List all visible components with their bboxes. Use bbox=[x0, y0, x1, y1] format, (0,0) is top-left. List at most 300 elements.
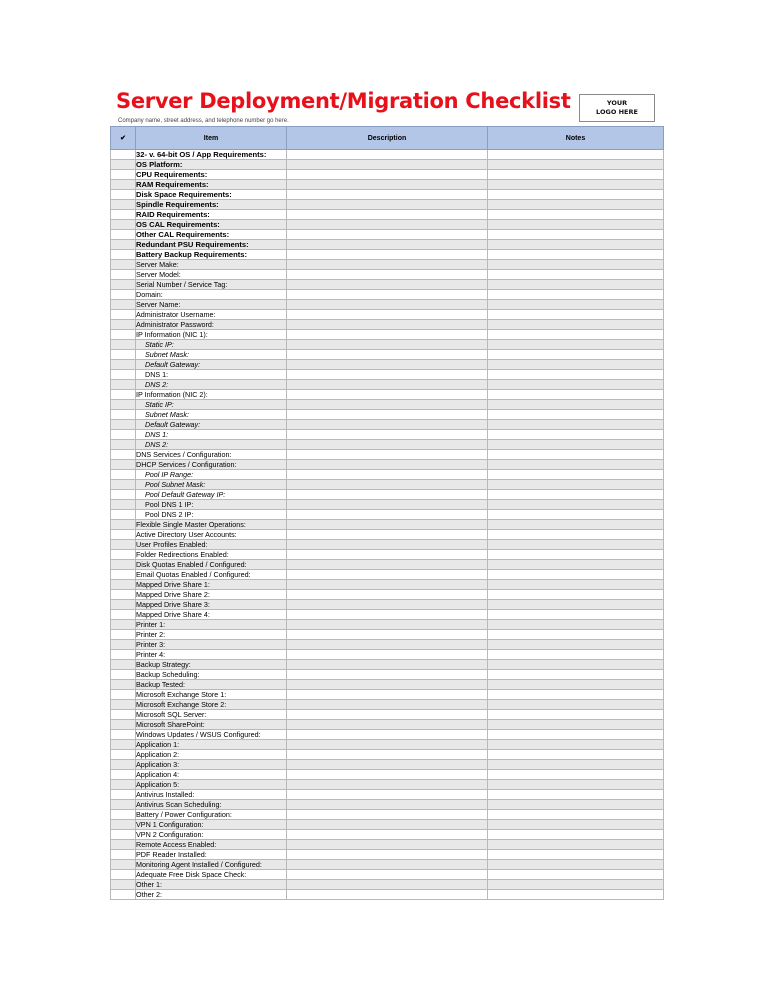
notes-cell[interactable] bbox=[488, 350, 664, 360]
item-column-header: Item bbox=[136, 127, 287, 150]
description-cell[interactable] bbox=[287, 870, 488, 880]
notes-cell[interactable] bbox=[488, 160, 664, 170]
description-cell[interactable] bbox=[287, 370, 488, 380]
notes-cell[interactable] bbox=[488, 310, 664, 320]
check-cell[interactable] bbox=[111, 650, 136, 660]
notes-cell[interactable] bbox=[488, 530, 664, 540]
check-cell[interactable] bbox=[111, 200, 136, 210]
description-cell[interactable] bbox=[287, 290, 488, 300]
check-cell[interactable] bbox=[111, 640, 136, 650]
description-cell[interactable] bbox=[287, 490, 488, 500]
description-cell[interactable] bbox=[287, 470, 488, 480]
table-row bbox=[111, 500, 664, 510]
description-cell[interactable] bbox=[287, 180, 488, 190]
check-cell[interactable] bbox=[111, 440, 136, 450]
notes-cell[interactable] bbox=[488, 770, 664, 780]
check-cell[interactable] bbox=[111, 820, 136, 830]
item-cell: Email Quotas Enabled / Configured: bbox=[136, 570, 287, 580]
check-cell[interactable] bbox=[111, 450, 136, 460]
check-cell[interactable] bbox=[111, 800, 136, 810]
notes-cell[interactable] bbox=[488, 830, 664, 840]
check-cell[interactable] bbox=[111, 410, 136, 420]
item-cell: Backup Tested: bbox=[136, 680, 287, 690]
check-cell[interactable] bbox=[111, 470, 136, 480]
notes-cell[interactable] bbox=[488, 660, 664, 670]
description-cell[interactable] bbox=[287, 720, 488, 730]
item-cell: OS CAL Requirements: bbox=[136, 220, 287, 230]
item-cell: Microsoft SharePoint: bbox=[136, 720, 287, 730]
table-row bbox=[111, 520, 664, 530]
table-row bbox=[111, 770, 664, 780]
item-cell: Folder Redirections Enabled: bbox=[136, 550, 287, 560]
notes-cell[interactable] bbox=[488, 390, 664, 400]
item-cell: Pool DNS 1 IP: bbox=[136, 500, 287, 510]
description-cell[interactable] bbox=[287, 330, 488, 340]
description-cell[interactable] bbox=[287, 160, 488, 170]
item-cell: Application 1: bbox=[136, 740, 287, 750]
table-row bbox=[111, 380, 664, 390]
check-cell[interactable] bbox=[111, 490, 136, 500]
table-row bbox=[111, 340, 664, 350]
check-cell[interactable] bbox=[111, 370, 136, 380]
description-cell[interactable] bbox=[287, 550, 488, 560]
item-cell: Printer 2: bbox=[136, 630, 287, 640]
description-cell[interactable] bbox=[287, 660, 488, 670]
notes-cell[interactable] bbox=[488, 300, 664, 310]
check-cell[interactable] bbox=[111, 520, 136, 530]
notes-cell[interactable] bbox=[488, 860, 664, 870]
check-cell[interactable] bbox=[111, 870, 136, 880]
description-cell[interactable] bbox=[287, 640, 488, 650]
table-row bbox=[111, 800, 664, 810]
notes-cell[interactable] bbox=[488, 510, 664, 520]
item-cell: DNS 1: bbox=[136, 370, 287, 380]
description-cell[interactable] bbox=[287, 820, 488, 830]
item-cell: Static IP: bbox=[136, 340, 287, 350]
description-cell[interactable] bbox=[287, 250, 488, 260]
notes-cell[interactable] bbox=[488, 840, 664, 850]
check-cell[interactable] bbox=[111, 560, 136, 570]
check-cell[interactable] bbox=[111, 300, 136, 310]
notes-cell[interactable] bbox=[488, 240, 664, 250]
table-row bbox=[111, 490, 664, 500]
description-cell[interactable] bbox=[287, 420, 488, 430]
notes-cell[interactable] bbox=[488, 720, 664, 730]
check-cell[interactable] bbox=[111, 480, 136, 490]
description-cell[interactable] bbox=[287, 740, 488, 750]
check-cell[interactable] bbox=[111, 750, 136, 760]
description-cell[interactable] bbox=[287, 390, 488, 400]
check-cell[interactable] bbox=[111, 330, 136, 340]
notes-cell[interactable] bbox=[488, 890, 664, 900]
description-cell[interactable] bbox=[287, 380, 488, 390]
check-cell[interactable] bbox=[111, 770, 136, 780]
description-cell[interactable] bbox=[287, 410, 488, 420]
table-row bbox=[111, 260, 664, 270]
notes-cell[interactable] bbox=[488, 820, 664, 830]
description-cell[interactable] bbox=[287, 230, 488, 240]
check-cell[interactable] bbox=[111, 290, 136, 300]
check-cell[interactable] bbox=[111, 660, 136, 670]
description-cell[interactable] bbox=[287, 340, 488, 350]
table-row bbox=[111, 790, 664, 800]
notes-cell[interactable] bbox=[488, 410, 664, 420]
check-cell[interactable] bbox=[111, 230, 136, 240]
description-cell[interactable] bbox=[287, 780, 488, 790]
item-cell: Microsoft Exchange Store 2: bbox=[136, 700, 287, 710]
header-row bbox=[111, 127, 664, 150]
check-cell[interactable] bbox=[111, 310, 136, 320]
check-cell[interactable] bbox=[111, 840, 136, 850]
description-cell[interactable] bbox=[287, 790, 488, 800]
check-cell[interactable] bbox=[111, 670, 136, 680]
item-cell: OS Platform: bbox=[136, 160, 287, 170]
check-cell[interactable] bbox=[111, 220, 136, 230]
notes-cell[interactable] bbox=[488, 800, 664, 810]
check-cell[interactable] bbox=[111, 250, 136, 260]
notes-cell[interactable] bbox=[488, 500, 664, 510]
check-cell[interactable] bbox=[111, 550, 136, 560]
notes-cell[interactable] bbox=[488, 550, 664, 560]
description-cell[interactable] bbox=[287, 190, 488, 200]
item-cell: Other 2: bbox=[136, 890, 287, 900]
table-row bbox=[111, 440, 664, 450]
notes-cell[interactable] bbox=[488, 320, 664, 330]
notes-cell[interactable] bbox=[488, 380, 664, 390]
table-row bbox=[111, 370, 664, 380]
description-cell[interactable] bbox=[287, 450, 488, 460]
notes-cell[interactable] bbox=[488, 610, 664, 620]
check-cell[interactable] bbox=[111, 860, 136, 870]
item-cell: Server Make: bbox=[136, 260, 287, 270]
description-cell[interactable] bbox=[287, 200, 488, 210]
table-row bbox=[111, 270, 664, 280]
notes-cell[interactable] bbox=[488, 440, 664, 450]
check-cell[interactable] bbox=[111, 700, 136, 710]
table-row bbox=[111, 400, 664, 410]
description-cell[interactable] bbox=[287, 500, 488, 510]
description-cell[interactable] bbox=[287, 590, 488, 600]
check-cell[interactable] bbox=[111, 630, 136, 640]
check-cell[interactable] bbox=[111, 170, 136, 180]
table-row bbox=[111, 470, 664, 480]
notes-cell[interactable] bbox=[488, 870, 664, 880]
item-cell: Pool Default Gateway IP: bbox=[136, 490, 287, 500]
notes-cell[interactable] bbox=[488, 430, 664, 440]
notes-cell[interactable] bbox=[488, 370, 664, 380]
check-cell[interactable] bbox=[111, 570, 136, 580]
notes-cell[interactable] bbox=[488, 740, 664, 750]
table-row bbox=[111, 360, 664, 370]
table-row bbox=[111, 580, 664, 590]
description-cell[interactable] bbox=[287, 830, 488, 840]
check-cell[interactable] bbox=[111, 730, 136, 740]
notes-cell[interactable] bbox=[488, 880, 664, 890]
notes-cell[interactable] bbox=[488, 420, 664, 430]
item-cell: Application 5: bbox=[136, 780, 287, 790]
notes-cell[interactable] bbox=[488, 470, 664, 480]
description-cell[interactable] bbox=[287, 580, 488, 590]
notes-cell[interactable] bbox=[488, 200, 664, 210]
description-cell[interactable] bbox=[287, 560, 488, 570]
description-cell[interactable] bbox=[287, 710, 488, 720]
notes-cell[interactable] bbox=[488, 750, 664, 760]
description-cell[interactable] bbox=[287, 310, 488, 320]
description-cell[interactable] bbox=[287, 680, 488, 690]
item-cell: Mapped Drive Share 3: bbox=[136, 600, 287, 610]
notes-cell[interactable] bbox=[488, 460, 664, 470]
check-cell[interactable] bbox=[111, 850, 136, 860]
table-row bbox=[111, 410, 664, 420]
description-cell[interactable] bbox=[287, 600, 488, 610]
check-cell[interactable] bbox=[111, 320, 136, 330]
description-cell[interactable] bbox=[287, 280, 488, 290]
item-cell: RAID Requirements: bbox=[136, 210, 287, 220]
item-cell: Pool DNS 2 IP: bbox=[136, 510, 287, 520]
notes-cell[interactable] bbox=[488, 190, 664, 200]
check-cell[interactable] bbox=[111, 880, 136, 890]
check-cell[interactable] bbox=[111, 680, 136, 690]
check-cell[interactable] bbox=[111, 360, 136, 370]
description-cell[interactable] bbox=[287, 430, 488, 440]
table-row bbox=[111, 780, 664, 790]
description-cell[interactable] bbox=[287, 570, 488, 580]
description-cell[interactable] bbox=[287, 300, 488, 310]
description-cell[interactable] bbox=[287, 350, 488, 360]
item-cell: Pool Subnet Mask: bbox=[136, 480, 287, 490]
notes-cell[interactable] bbox=[488, 360, 664, 370]
description-cell[interactable] bbox=[287, 760, 488, 770]
check-cell[interactable] bbox=[111, 350, 136, 360]
check-cell[interactable] bbox=[111, 620, 136, 630]
item-cell: Monitoring Agent Installed / Configured: bbox=[136, 860, 287, 870]
table-row bbox=[111, 330, 664, 340]
description-cell[interactable] bbox=[287, 260, 488, 270]
notes-cell[interactable] bbox=[488, 650, 664, 660]
notes-cell[interactable] bbox=[488, 210, 664, 220]
description-cell[interactable] bbox=[287, 460, 488, 470]
notes-cell[interactable] bbox=[488, 280, 664, 290]
item-cell: CPU Requirements: bbox=[136, 170, 287, 180]
description-cell[interactable] bbox=[287, 320, 488, 330]
description-cell[interactable] bbox=[287, 860, 488, 870]
check-cell[interactable] bbox=[111, 260, 136, 270]
logo-text-line-2: LOGO HERE bbox=[596, 108, 638, 116]
description-cell[interactable] bbox=[287, 440, 488, 450]
notes-cell[interactable] bbox=[488, 540, 664, 550]
description-cell[interactable] bbox=[287, 220, 488, 230]
description-cell[interactable] bbox=[287, 700, 488, 710]
description-cell[interactable] bbox=[287, 800, 488, 810]
table-row bbox=[111, 300, 664, 310]
description-cell[interactable] bbox=[287, 170, 488, 180]
notes-cell[interactable] bbox=[488, 700, 664, 710]
description-cell[interactable] bbox=[287, 210, 488, 220]
notes-cell[interactable] bbox=[488, 520, 664, 530]
notes-cell[interactable] bbox=[488, 780, 664, 790]
description-cell[interactable] bbox=[287, 670, 488, 680]
item-cell: DHCP Services / Configuration: bbox=[136, 460, 287, 470]
notes-cell[interactable] bbox=[488, 790, 664, 800]
check-cell[interactable] bbox=[111, 380, 136, 390]
check-cell[interactable] bbox=[111, 420, 136, 430]
item-cell: DNS Services / Configuration: bbox=[136, 450, 287, 460]
table-row bbox=[111, 480, 664, 490]
notes-cell[interactable] bbox=[488, 220, 664, 230]
notes-cell[interactable] bbox=[488, 630, 664, 640]
description-cell[interactable] bbox=[287, 630, 488, 640]
notes-cell[interactable] bbox=[488, 730, 664, 740]
item-cell: Printer 1: bbox=[136, 620, 287, 630]
check-cell[interactable] bbox=[111, 710, 136, 720]
table-row bbox=[111, 660, 664, 670]
check-cell[interactable] bbox=[111, 180, 136, 190]
table-row bbox=[111, 240, 664, 250]
description-cell[interactable] bbox=[287, 510, 488, 520]
description-cell[interactable] bbox=[287, 750, 488, 760]
table-row bbox=[111, 640, 664, 650]
table-row bbox=[111, 760, 664, 770]
description-cell[interactable] bbox=[287, 620, 488, 630]
notes-cell[interactable] bbox=[488, 640, 664, 650]
description-cell[interactable] bbox=[287, 810, 488, 820]
item-cell: Backup Strategy: bbox=[136, 660, 287, 670]
check-cell[interactable] bbox=[111, 740, 136, 750]
notes-cell[interactable] bbox=[488, 330, 664, 340]
description-cell[interactable] bbox=[287, 880, 488, 890]
check-cell[interactable] bbox=[111, 790, 136, 800]
description-cell[interactable] bbox=[287, 690, 488, 700]
notes-cell[interactable] bbox=[488, 230, 664, 240]
notes-cell[interactable] bbox=[488, 570, 664, 580]
item-cell: Disk Space Requirements: bbox=[136, 190, 287, 200]
notes-cell[interactable] bbox=[488, 340, 664, 350]
check-cell[interactable] bbox=[111, 580, 136, 590]
item-cell: Application 2: bbox=[136, 750, 287, 760]
notes-cell[interactable] bbox=[488, 600, 664, 610]
notes-cell[interactable] bbox=[488, 490, 664, 500]
description-cell[interactable] bbox=[287, 150, 488, 160]
check-cell[interactable] bbox=[111, 210, 136, 220]
description-cell[interactable] bbox=[287, 400, 488, 410]
check-cell[interactable] bbox=[111, 780, 136, 790]
notes-cell[interactable] bbox=[488, 810, 664, 820]
table-row bbox=[111, 710, 664, 720]
check-cell[interactable] bbox=[111, 600, 136, 610]
check-cell[interactable] bbox=[111, 690, 136, 700]
description-cell[interactable] bbox=[287, 730, 488, 740]
check-cell[interactable] bbox=[111, 270, 136, 280]
check-cell[interactable] bbox=[111, 280, 136, 290]
notes-cell[interactable] bbox=[488, 560, 664, 570]
description-cell[interactable] bbox=[287, 610, 488, 620]
table-row bbox=[111, 720, 664, 730]
description-cell[interactable] bbox=[287, 840, 488, 850]
description-cell[interactable] bbox=[287, 770, 488, 780]
check-cell[interactable] bbox=[111, 890, 136, 900]
description-cell[interactable] bbox=[287, 890, 488, 900]
table-row bbox=[111, 880, 664, 890]
item-cell: VPN 2 Configuration: bbox=[136, 830, 287, 840]
notes-cell[interactable] bbox=[488, 250, 664, 260]
check-cell[interactable] bbox=[111, 190, 136, 200]
notes-cell[interactable] bbox=[488, 400, 664, 410]
item-cell: DNS 1: bbox=[136, 430, 287, 440]
description-cell[interactable] bbox=[287, 480, 488, 490]
description-cell[interactable] bbox=[287, 360, 488, 370]
check-cell[interactable] bbox=[111, 240, 136, 250]
item-cell: Windows Updates / WSUS Configured: bbox=[136, 730, 287, 740]
table-row bbox=[111, 310, 664, 320]
notes-cell[interactable] bbox=[488, 850, 664, 860]
item-cell: Default Gateway: bbox=[136, 360, 287, 370]
notes-cell[interactable] bbox=[488, 180, 664, 190]
notes-cell[interactable] bbox=[488, 620, 664, 630]
check-cell[interactable] bbox=[111, 720, 136, 730]
description-cell[interactable] bbox=[287, 520, 488, 530]
description-cell[interactable] bbox=[287, 270, 488, 280]
notes-cell[interactable] bbox=[488, 670, 664, 680]
item-cell: Static IP: bbox=[136, 400, 287, 410]
check-cell[interactable] bbox=[111, 150, 136, 160]
description-cell[interactable] bbox=[287, 240, 488, 250]
description-cell[interactable] bbox=[287, 540, 488, 550]
check-cell[interactable] bbox=[111, 610, 136, 620]
notes-cell[interactable] bbox=[488, 260, 664, 270]
check-cell[interactable] bbox=[111, 160, 136, 170]
notes-cell[interactable] bbox=[488, 580, 664, 590]
notes-cell[interactable] bbox=[488, 690, 664, 700]
notes-cell[interactable] bbox=[488, 590, 664, 600]
check-cell[interactable] bbox=[111, 340, 136, 350]
notes-cell[interactable] bbox=[488, 760, 664, 770]
check-cell[interactable] bbox=[111, 810, 136, 820]
table-row bbox=[111, 200, 664, 210]
notes-cell[interactable] bbox=[488, 680, 664, 690]
description-cell[interactable] bbox=[287, 530, 488, 540]
notes-cell[interactable] bbox=[488, 270, 664, 280]
table-row bbox=[111, 610, 664, 620]
table-row bbox=[111, 670, 664, 680]
check-cell[interactable] bbox=[111, 830, 136, 840]
table-row bbox=[111, 650, 664, 660]
check-cell[interactable] bbox=[111, 530, 136, 540]
notes-cell[interactable] bbox=[488, 710, 664, 720]
notes-cell[interactable] bbox=[488, 170, 664, 180]
notes-cell[interactable] bbox=[488, 150, 664, 160]
item-cell: Microsoft Exchange Store 1: bbox=[136, 690, 287, 700]
check-cell[interactable] bbox=[111, 400, 136, 410]
item-cell: Flexible Single Master Operations: bbox=[136, 520, 287, 530]
item-cell: Server Name: bbox=[136, 300, 287, 310]
check-cell[interactable] bbox=[111, 590, 136, 600]
item-cell: DNS 2: bbox=[136, 380, 287, 390]
item-cell: Administrator Password: bbox=[136, 320, 287, 330]
check-cell[interactable] bbox=[111, 460, 136, 470]
check-cell[interactable] bbox=[111, 760, 136, 770]
description-cell[interactable] bbox=[287, 650, 488, 660]
check-cell[interactable] bbox=[111, 540, 136, 550]
check-cell[interactable] bbox=[111, 510, 136, 520]
notes-cell[interactable] bbox=[488, 450, 664, 460]
description-cell[interactable] bbox=[287, 850, 488, 860]
check-cell[interactable] bbox=[111, 390, 136, 400]
check-cell[interactable] bbox=[111, 500, 136, 510]
notes-cell[interactable] bbox=[488, 480, 664, 490]
check-cell[interactable] bbox=[111, 430, 136, 440]
table-row bbox=[111, 850, 664, 860]
notes-cell[interactable] bbox=[488, 290, 664, 300]
